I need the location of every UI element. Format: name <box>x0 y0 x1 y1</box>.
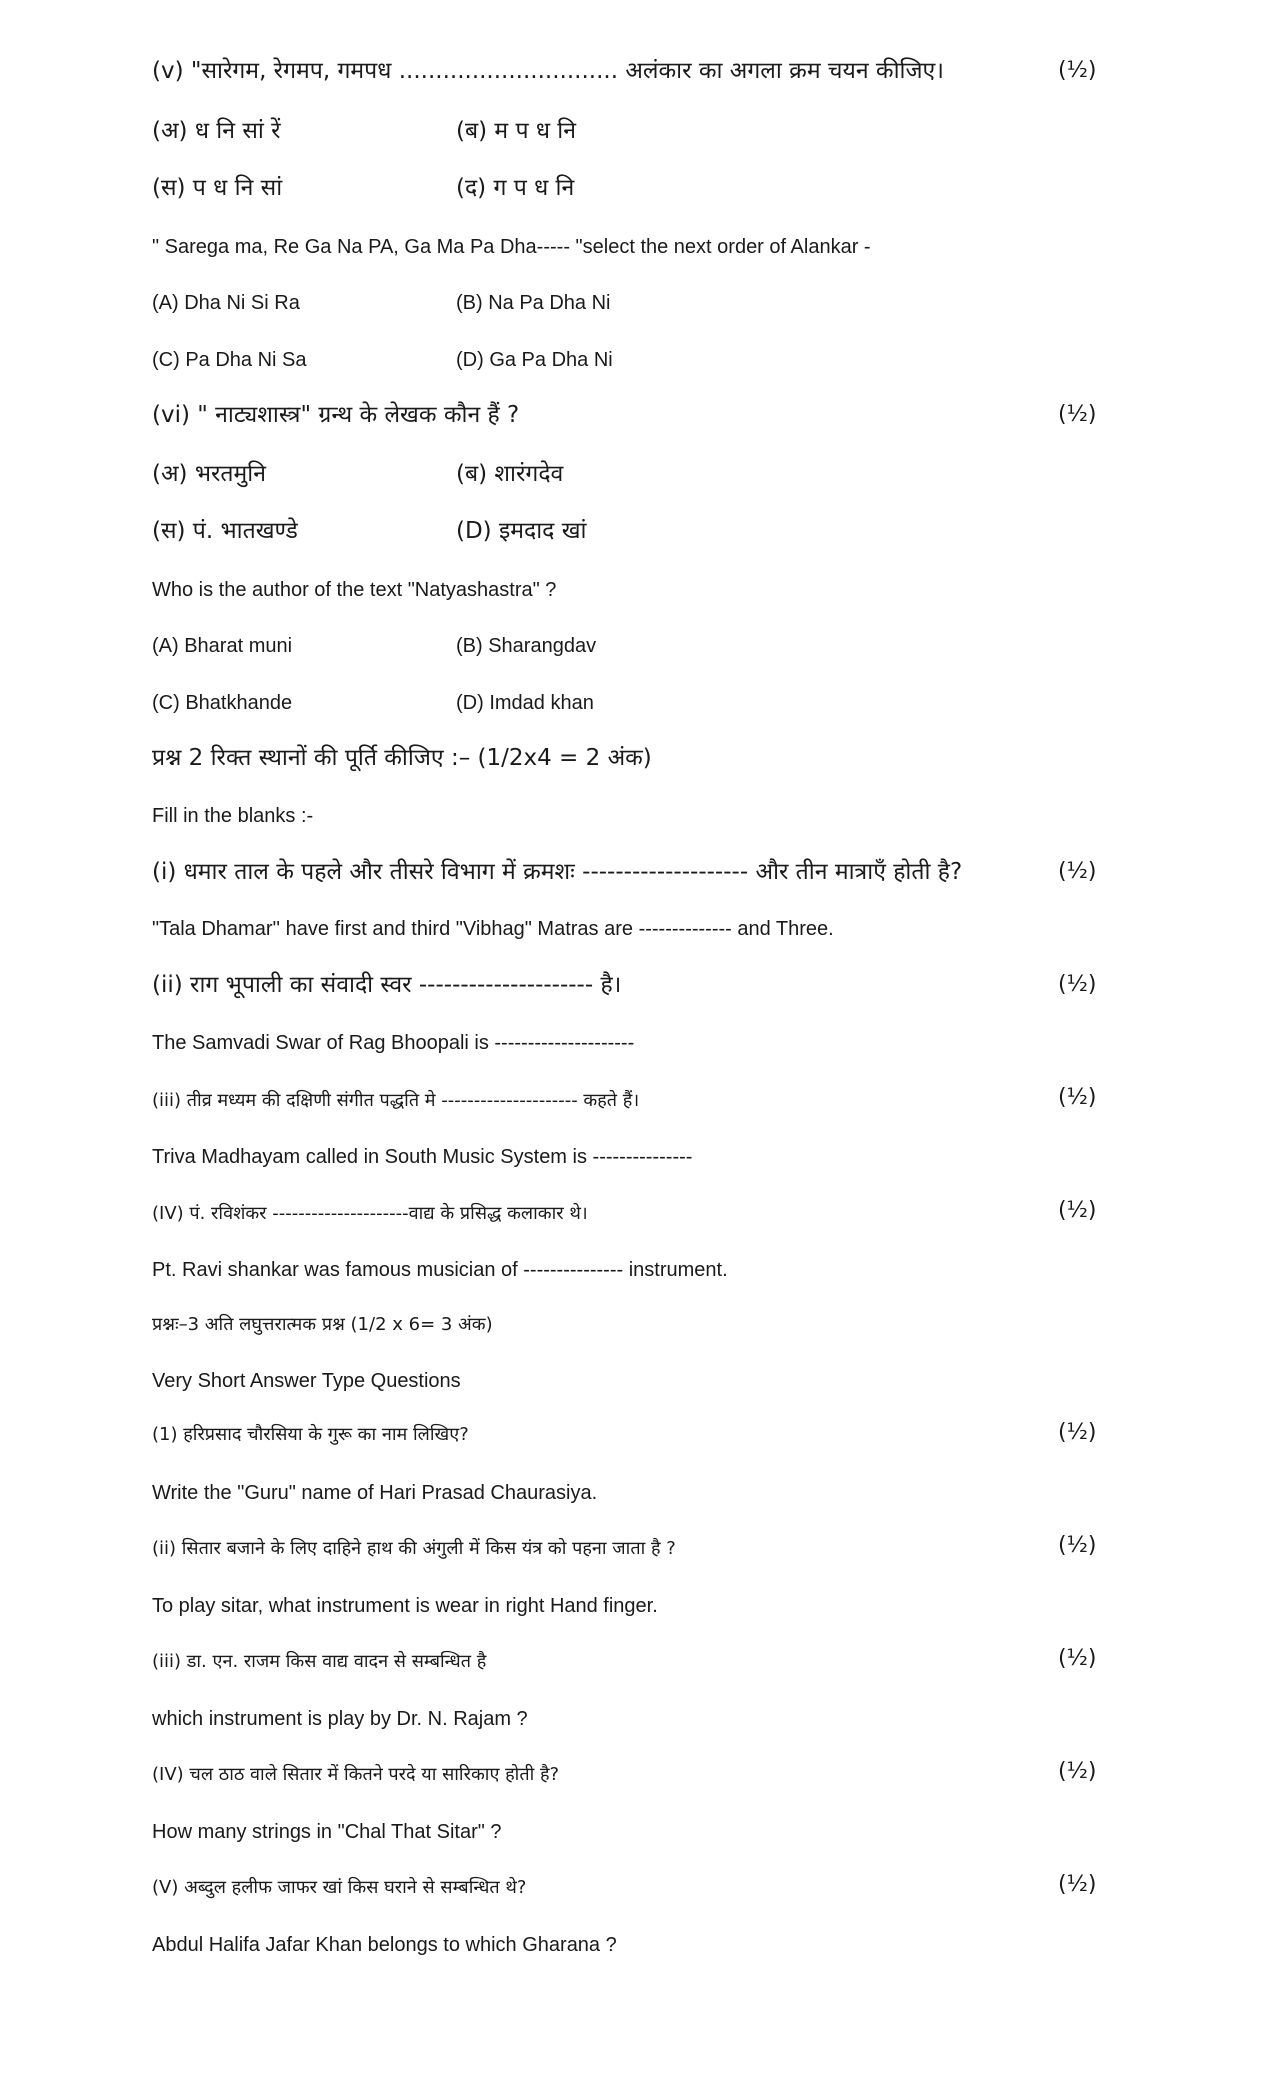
option-v-hindi-c: (स) प ध नि सां <box>152 175 283 201</box>
options-vi-hindi-row2 <box>152 518 1112 546</box>
option-v-hindi-a: (अ) ध नि सां रें <box>152 118 281 144</box>
question-3-iii-english: which instrument is play by Dr. N. Rajam ? <box>152 1708 528 1730</box>
options-vi-english-row1 <box>152 634 1112 658</box>
options-vi-english-row2 <box>152 691 1112 715</box>
option-vi-english-a: (A) Bharat muni <box>152 635 293 657</box>
options-vi-hindi-row1 <box>152 461 1112 489</box>
question-3-heading-hindi: प्रश्नः–3 अति लघुत्तरात्मक प्रश्न (1/2 x 6= 3 अंक) <box>152 1314 493 1335</box>
question-v-english: " Sarega ma, Re Ga Na PA, Ga Ma Pa Dha----- "select the next order of Alankar - <box>152 236 871 258</box>
option-v-english-d: (D) Ga Pa Dha Ni <box>456 349 613 371</box>
question-3-1-hindi: (1) हरिप्रसाद चौरसिया के गुरू का नाम लिखिए? <box>152 1424 469 1445</box>
question-2-heading-hindi: प्रश्न 2 रिक्त स्थानों की पूर्ति कीजिए :– (1/2x4 = 2 अंक) <box>152 745 652 771</box>
marks-question-2-i: (½) <box>1058 859 1097 884</box>
option-vi-english-b: (B) Sharangdav <box>456 635 597 657</box>
question-3-iv-english: How many strings in "Chal That Sitar" ? <box>152 1821 502 1843</box>
question-3-iii-hindi: (iii) डा. एन. राजम किस वाद्य वादन से सम्बन्धित है <box>152 1651 487 1672</box>
question-3-v-hindi: (V) अब्दुल हलीफ जाफर खां किस घराने से सम्बन्धित थे? <box>152 1877 527 1898</box>
question-2-iv-english: Pt. Ravi shankar was famous musician of --------------- instrument. <box>152 1259 728 1281</box>
question-2-iii-english: Triva Madhayam called in South Music System is --------------- <box>152 1146 693 1168</box>
question-2-i-hindi: (i) धमार ताल के पहले और तीसरे विभाग में क्रमशः -------------------- और तीन मात्राएँ होती है? <box>152 859 963 885</box>
options-v-hindi-row2 <box>152 175 1112 203</box>
option-v-english-c: (C) Pa Dha Ni Sa <box>152 349 307 371</box>
options-v-hindi-row1 <box>152 118 1112 146</box>
marks-question-2-iv: (½) <box>1058 1198 1097 1223</box>
marks-question-3-v: (½) <box>1058 1872 1097 1897</box>
option-v-hindi-d: (द) ग प ध नि <box>456 175 575 201</box>
marks-question-3-1: (½) <box>1058 1420 1097 1445</box>
marks-question-v: (½) <box>1058 58 1097 83</box>
option-vi-english-c: (C) Bhatkhande <box>152 692 293 714</box>
question-2-heading-english: Fill in the blanks :- <box>152 805 314 827</box>
question-3-1-english: Write the "Guru" name of Hari Prasad Chaurasiya. <box>152 1482 598 1504</box>
option-vi-english-d: (D) Imdad khan <box>456 692 594 714</box>
question-2-ii-english: The Samvadi Swar of Rag Bhoopali is --------------------- <box>152 1032 635 1054</box>
question-3-v-english: Abdul Halifa Jafar Khan belongs to which Gharana ? <box>152 1934 617 1956</box>
option-vi-hindi-c: (स) पं. भातखण्डे <box>152 518 298 544</box>
option-vi-hindi-b: (ब) शारंगदेव <box>456 461 564 487</box>
question-vi-english: Who is the author of the text "Natyashastra" ? <box>152 579 557 601</box>
options-v-english-row2 <box>152 348 1112 372</box>
question-2-iv-hindi: (IV) पं. रविशंकर ---------------------वाद्य के प्रसिद्ध कलाकार थे। <box>152 1203 588 1224</box>
marks-question-3-iv: (½) <box>1058 1759 1097 1784</box>
question-3-iv-hindi: (IV) चल ठाठ वाले सितार में कितने परदे या सारिकाए होती है? <box>152 1764 560 1785</box>
marks-question-vi: (½) <box>1058 402 1097 427</box>
question-3-ii-english: To play sitar, what instrument is wear in right Hand finger. <box>152 1595 658 1617</box>
option-vi-hindi-d: (D) इमदाद खां <box>456 518 587 544</box>
question-2-i-english: "Tala Dhamar'' have first and third "Vibhag" Matras are -------------- and Three. <box>152 918 834 940</box>
option-vi-hindi-a: (अ) भरतमुनि <box>152 461 266 487</box>
question-v-hindi: (v) "सारेगम, रेगमप, गमपध .............................. अलंकार का अगला क्रम चयन कीजिए। <box>152 58 944 84</box>
option-v-english-a: (A) Dha Ni Si Ra <box>152 292 300 314</box>
options-v-english-row1 <box>152 291 1112 315</box>
question-2-iii-hindi: (iii) तीव्र मध्यम की दक्षिणी संगीत पद्धति मे --------------------- कहते हैं। <box>152 1090 640 1111</box>
question-vi-hindi: (vi) " नाट्यशास्त्र" ग्रन्थ के लेखक कौन हैं ? <box>152 402 520 428</box>
option-v-hindi-b: (ब) म प ध नि <box>456 118 577 144</box>
question-3-ii-hindi: (ii) सितार बजाने के लिए दाहिने हाथ की अंगुली में किस यंत्र को पहना जाता है ? <box>152 1538 676 1559</box>
option-v-english-b: (B) Na Pa Dha Ni <box>456 292 611 314</box>
marks-question-3-iii: (½) <box>1058 1646 1097 1671</box>
marks-question-2-iii: (½) <box>1058 1085 1097 1110</box>
marks-question-3-ii: (½) <box>1058 1533 1097 1558</box>
marks-question-2-ii: (½) <box>1058 972 1097 997</box>
question-3-heading-english: Very Short Answer Type Questions <box>152 1370 461 1392</box>
question-2-ii-hindi: (ii) राग भूपाली का संवादी स्वर --------------------- है। <box>152 972 622 998</box>
